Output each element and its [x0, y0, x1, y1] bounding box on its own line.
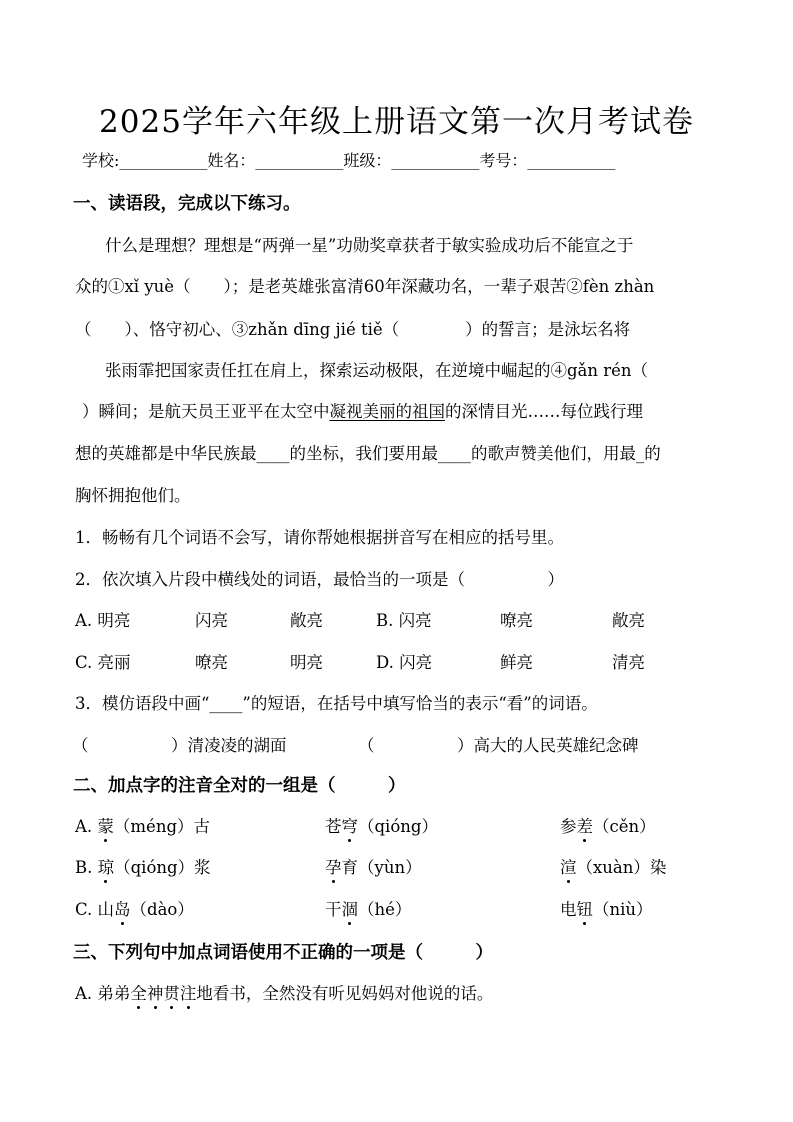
s2-c2-post: （hé）: [358, 900, 412, 919]
q2-option-a2: 闪亮: [195, 611, 228, 630]
s2-option-b-2: [325, 854, 422, 878]
q2-option-b1: B. 闪亮: [376, 611, 432, 630]
q2-option-a1: A. 明亮: [75, 611, 131, 630]
underlined-phrase: 凝视美丽的祖国: [329, 402, 445, 421]
passage-line-5: [82, 398, 643, 422]
dotted-char: 蒙: [97, 813, 114, 837]
q2-option-c1: C. 亮丽: [75, 653, 131, 672]
s2-a1-post: （méng）古: [113, 817, 211, 836]
passage-line-2: 众的①xǐ yuè（ ）；是老英雄张富清60年深藏功名，一辈子艰苦②fèn zhàn: [75, 277, 655, 296]
q2-option-b2: 嘹亮: [500, 611, 533, 630]
passage-line-5-pre: ）瞬间；是航天员王亚平在太空中: [82, 402, 330, 421]
s2-c2-pre: 干: [325, 900, 342, 919]
dotted-char: 穹: [342, 813, 359, 837]
q3-blank-2: （ ）高大的人民英雄纪念碑: [358, 736, 639, 755]
dotted-char: 贯: [163, 980, 180, 1004]
s2-c3-post: （niù）: [593, 900, 653, 919]
s2-b1-pre: B.: [75, 858, 98, 877]
student-info-line: 学校:___________姓名：___________班级：___________考号：___________: [82, 151, 616, 170]
s2-c1-post: （dào）: [130, 900, 194, 919]
dotted-char: 神: [147, 980, 164, 1004]
s2-option-b-3: [560, 854, 666, 878]
s2-b1-post: （qióng）浆: [114, 858, 211, 877]
q2-option-c3: 明亮: [290, 653, 323, 672]
q2-option-b3: 敞亮: [612, 611, 645, 630]
q2-option-a3: 敞亮: [290, 611, 323, 630]
s2-c3-pre: 电: [560, 900, 577, 919]
s2-option-a-3: [560, 813, 656, 837]
question-3: 3．模仿语段中画“____”的短语，在括号中填写恰当的表示“看”的词语。: [75, 694, 598, 713]
s2-a2-post: （qióng）: [358, 817, 438, 836]
s2-option-a-1: [75, 813, 210, 837]
s2-option-b-1: [75, 854, 211, 878]
s3-a-pre: A. 弟弟: [75, 984, 131, 1003]
passage-line-1: 什么是理想？理想是“两弹一星”功勋奖章获者于敏实验成功后不能宣之于: [105, 236, 634, 255]
dotted-char: 钮: [577, 896, 594, 920]
s2-a3-pre: 参: [560, 817, 577, 836]
q3-blank-1: （ ）清凌凌的湖面: [72, 736, 287, 755]
dotted-char: 孕: [325, 854, 342, 878]
dotted-char: 全: [130, 980, 147, 1004]
s2-a3-post: （cěn）: [593, 817, 656, 836]
dotted-char: 岛: [114, 896, 131, 920]
q2-option-c2: 嘹亮: [195, 653, 228, 672]
s2-option-c-1: [75, 896, 194, 920]
dotted-char: 渲: [560, 854, 577, 878]
question-2: 2．依次填入片段中横线处的词语，最恰当的一项是（ ）: [75, 570, 564, 589]
dotted-char: 涸: [342, 896, 359, 920]
q2-option-d2: 鲜亮: [500, 653, 533, 672]
q2-option-d3: 清亮: [612, 653, 645, 672]
s2-a2-pre: 苍: [325, 817, 342, 836]
section3-heading: 三、下列句中加点词语使用不正确的一项是（ ）: [73, 943, 493, 963]
passage-line-6: 想的英雄都是中华民族最____的坐标，我们要用最____的歌声赞美他们，用最_的: [75, 444, 661, 463]
passage-line-4: 张雨霏把国家责任扛在肩上，探索运动极限，在逆境中崛起的④gǎn rén（: [105, 361, 649, 380]
passage-line-7: 胸怀拥抱他们。: [75, 486, 191, 505]
passage-line-5-post: 的深情目光……每位践行理: [445, 402, 643, 421]
s2-b3-post: （xuàn）染: [576, 858, 667, 877]
dotted-char: 注: [180, 980, 197, 1004]
dotted-char: 差: [577, 813, 594, 837]
s3-option-a: [75, 980, 493, 1004]
s2-option-a-2: [325, 813, 438, 837]
passage-line-3: （ ）、恪守初心、③zhǎn dīng jié tiě（ ）的誓言；是泳坛名将: [75, 320, 631, 339]
s2-option-c-3: [560, 896, 653, 920]
section1-heading: 一、读语段，完成以下练习。: [73, 194, 301, 214]
s2-option-c-2: [325, 896, 411, 920]
q2-option-d1: D. 闪亮: [376, 653, 433, 672]
dotted-char: 琼: [98, 854, 115, 878]
question-1: 1．畅畅有几个词语不会写，请你帮她根据拼音写在相应的括号里。: [75, 528, 564, 547]
s2-c1-pre: C. 山: [75, 900, 115, 919]
section2-heading: 二、加点字的注音全对的一组是（ ）: [73, 776, 406, 796]
s2-b2-post: 育（yùn）: [341, 858, 422, 877]
page-title: 2025学年六年级上册语文第一次月考试卷: [99, 104, 694, 140]
s2-a1-pre: A.: [75, 817, 98, 836]
s3-a-post: 地看书，全然没有听见妈妈对他说的话。: [196, 984, 494, 1003]
